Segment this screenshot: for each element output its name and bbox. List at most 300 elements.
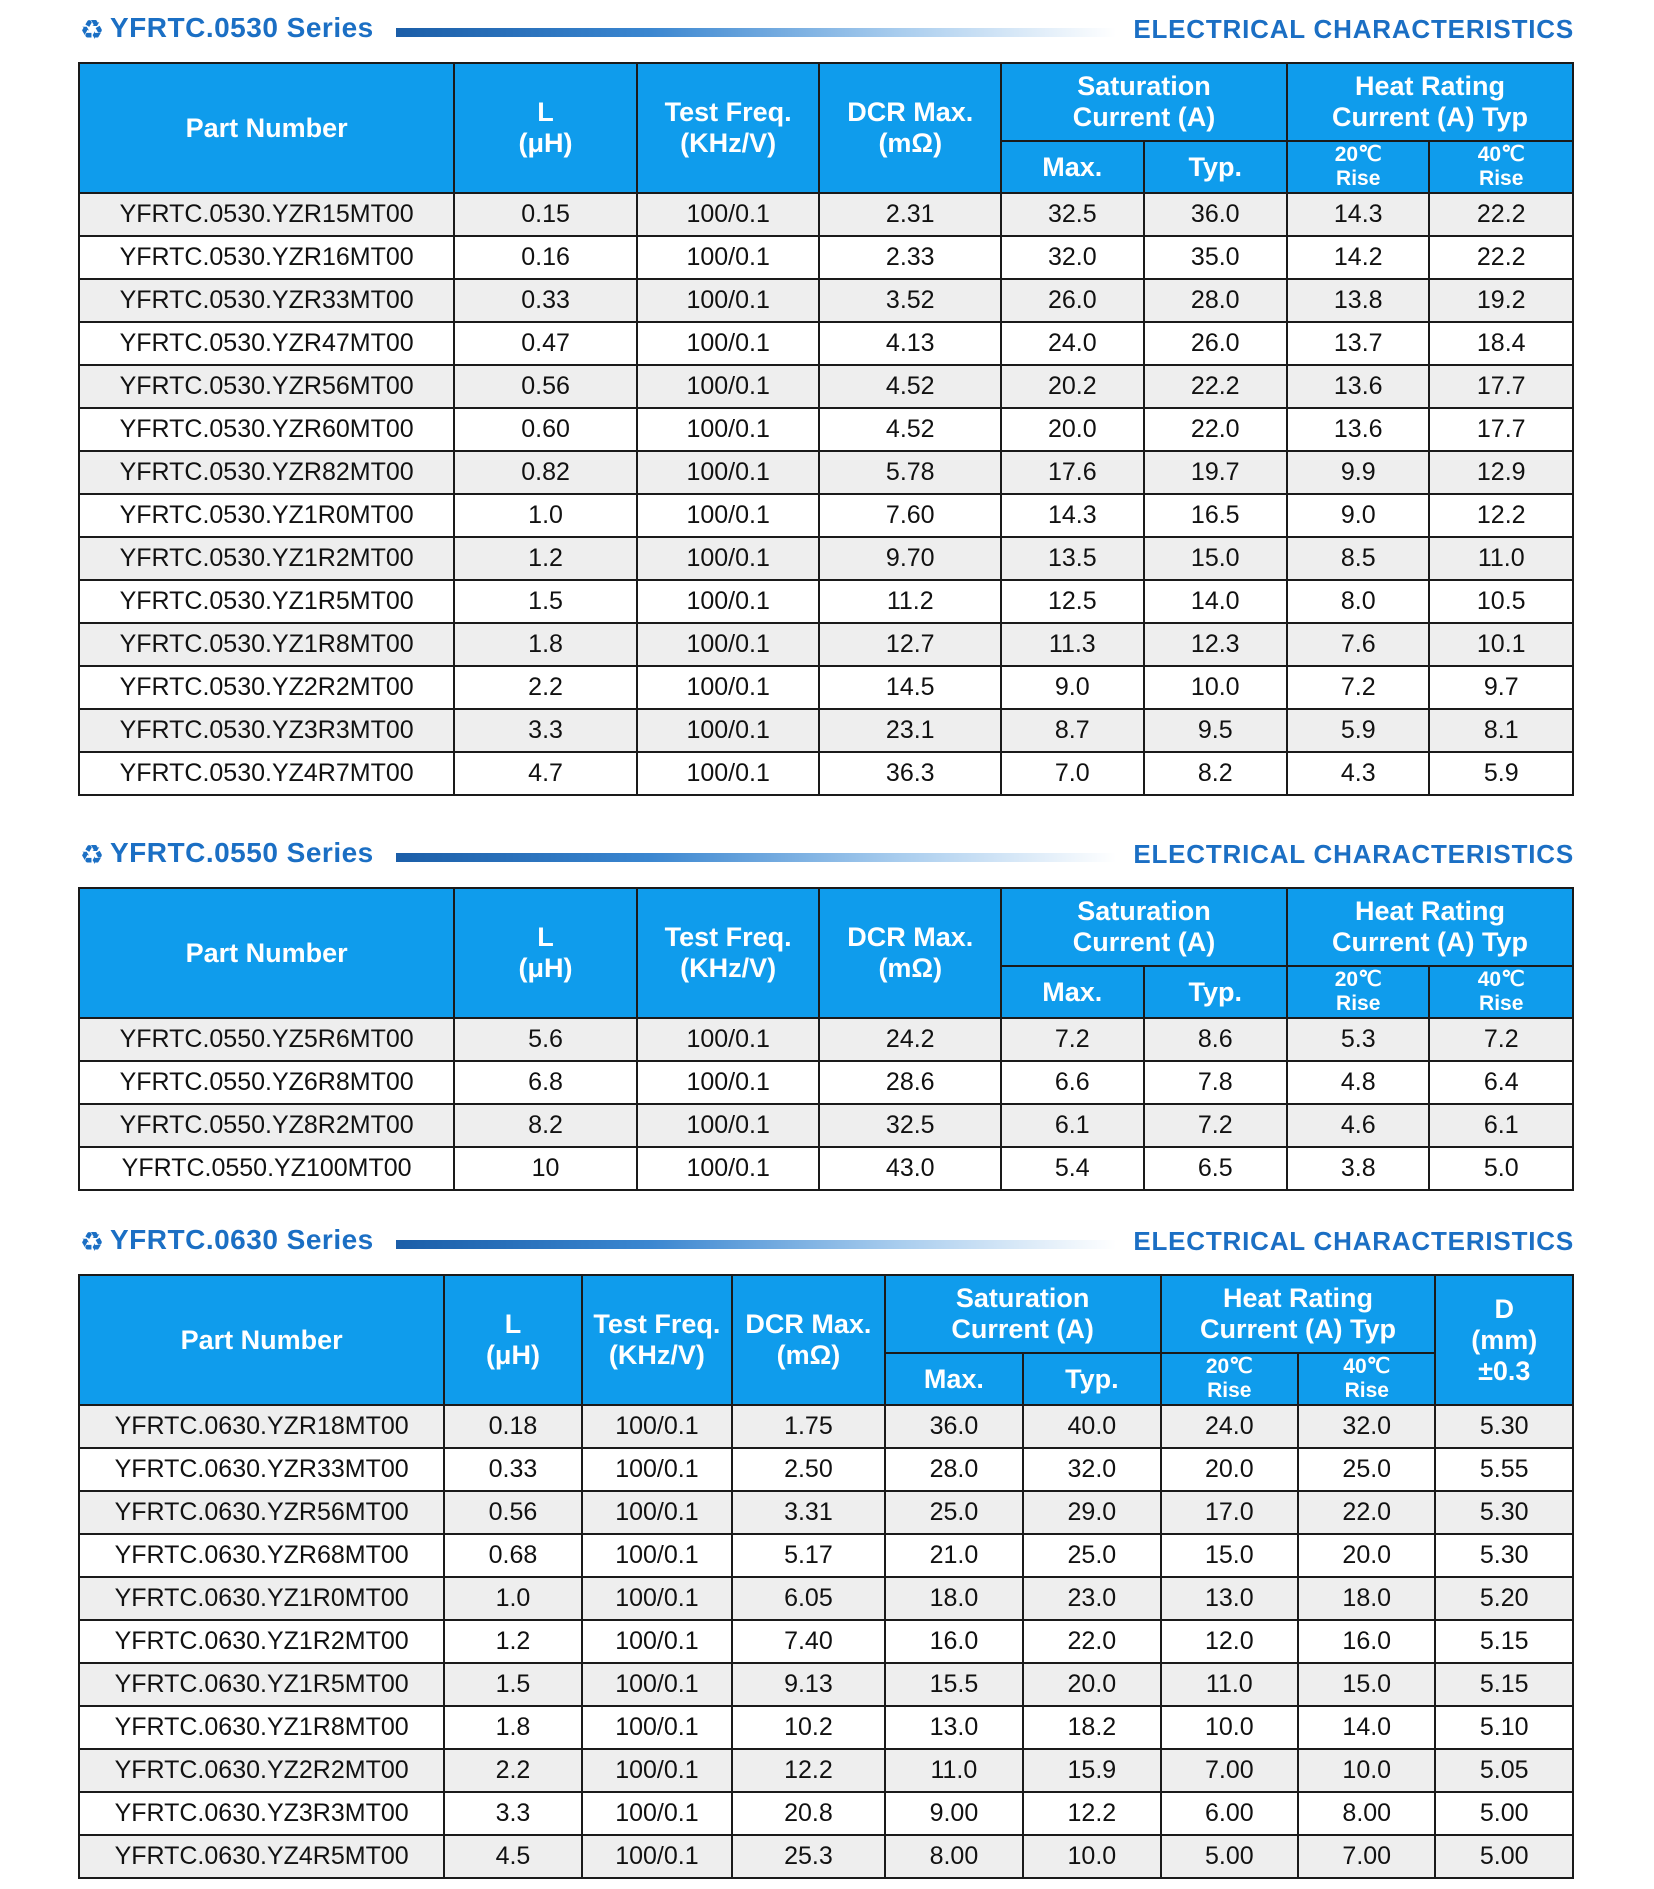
table-cell: 26.0 <box>1144 322 1287 365</box>
table-cell: 43.0 <box>819 1147 1001 1190</box>
table-row <box>79 1706 1573 1749</box>
col-header-saturation-current: Saturation Current (A) <box>885 1275 1161 1353</box>
col-header-sat-typ: Typ. <box>1144 141 1287 193</box>
table-cell: 100/0.1 <box>637 537 820 580</box>
table-cell: 16.5 <box>1144 494 1287 537</box>
table-cell: 4.3 <box>1287 752 1429 795</box>
part-number-cell: YFRTC.0550.YZ6R8MT00 <box>79 1061 454 1104</box>
table-cell: 4.52 <box>819 408 1001 451</box>
col-header-sat-max: Max. <box>1001 966 1143 1018</box>
table-cell: 7.2 <box>1144 1104 1287 1147</box>
part-number-cell: YFRTC.0530.YZR33MT00 <box>79 279 454 322</box>
table-cell: 0.56 <box>444 1491 581 1534</box>
table-row <box>79 1491 1573 1534</box>
table-cell: 12.0 <box>1161 1620 1298 1663</box>
section-header <box>0 835 1654 871</box>
section-header <box>0 1222 1654 1258</box>
part-number-cell: YFRTC.0530.YZ4R7MT00 <box>79 752 454 795</box>
table-cell: 25.3 <box>732 1835 885 1878</box>
table-cell: 26.0 <box>1001 279 1143 322</box>
part-number-cell: YFRTC.0530.YZ1R5MT00 <box>79 580 454 623</box>
table-row <box>79 709 1573 752</box>
part-number-cell: YFRTC.0530.YZR56MT00 <box>79 365 454 408</box>
table-row <box>79 1147 1573 1190</box>
table-cell: 12.3 <box>1144 623 1287 666</box>
col-header-heat-rating-current: Heat Rating Current (A) Typ <box>1287 888 1573 966</box>
table-cell: 15.5 <box>885 1663 1023 1706</box>
table-cell: 100/0.1 <box>582 1620 733 1663</box>
table-cell: 1.5 <box>444 1663 581 1706</box>
table-cell: 13.6 <box>1287 365 1429 408</box>
table-cell: 17.7 <box>1429 365 1573 408</box>
table-cell: 11.0 <box>1161 1663 1298 1706</box>
col-header-sat-typ: Typ. <box>1023 1353 1160 1405</box>
col-header-part-number: Part Number <box>79 63 454 193</box>
table-cell: 13.8 <box>1287 279 1429 322</box>
part-number-cell: YFRTC.0630.YZ1R0MT00 <box>79 1577 444 1620</box>
part-number-cell: YFRTC.0530.YZR15MT00 <box>79 193 454 236</box>
table-cell: 17.7 <box>1429 408 1573 451</box>
table-cell: 24.0 <box>1001 322 1143 365</box>
table-cell: 18.0 <box>1298 1577 1435 1620</box>
section-subtitle: ELECTRICAL CHARACTERISTICS <box>1133 839 1574 869</box>
table-cell: 32.0 <box>1001 236 1143 279</box>
table-cell: 100/0.1 <box>582 1534 733 1577</box>
table-cell: 8.6 <box>1144 1018 1287 1061</box>
part-number-cell: YFRTC.0630.YZR56MT00 <box>79 1491 444 1534</box>
table-cell: 10.0 <box>1298 1749 1435 1792</box>
table-row <box>79 1749 1573 1792</box>
table-cell: 20.8 <box>732 1792 885 1835</box>
table-cell: 15.0 <box>1144 537 1287 580</box>
table-cell: 9.70 <box>819 537 1001 580</box>
table-cell: 8.7 <box>1001 709 1143 752</box>
table-cell: 5.78 <box>819 451 1001 494</box>
table-cell: 100/0.1 <box>637 408 820 451</box>
table-cell: 22.2 <box>1429 193 1573 236</box>
table-cell: 20.0 <box>1161 1448 1298 1491</box>
part-number-cell: YFRTC.0630.YZ1R2MT00 <box>79 1620 444 1663</box>
col-header-part-number: Part Number <box>79 1275 444 1405</box>
table-cell: 6.00 <box>1161 1792 1298 1835</box>
table-cell: 29.0 <box>1023 1491 1160 1534</box>
table-cell: 9.9 <box>1287 451 1429 494</box>
table-cell: 13.7 <box>1287 322 1429 365</box>
gradient-divider <box>396 28 1116 37</box>
table-cell: 25.0 <box>1023 1534 1160 1577</box>
table-cell: 6.05 <box>732 1577 885 1620</box>
col-header-test-freq: Test Freq. (KHz/V) <box>637 888 820 1018</box>
part-number-cell: YFRTC.0530.YZ1R0MT00 <box>79 494 454 537</box>
table-cell: 1.75 <box>732 1405 885 1448</box>
part-number-cell: YFRTC.0530.YZ3R3MT00 <box>79 709 454 752</box>
table-cell: 5.17 <box>732 1534 885 1577</box>
table-cell: 5.30 <box>1435 1534 1573 1577</box>
table-cell: 36.3 <box>819 752 1001 795</box>
table-cell: 28.0 <box>885 1448 1023 1491</box>
table-cell: 5.00 <box>1161 1835 1298 1878</box>
col-header-sat-max: Max. <box>1001 141 1143 193</box>
table-cell: 3.3 <box>444 1792 581 1835</box>
table-row <box>79 1835 1573 1878</box>
col-header-sat-typ: Typ. <box>1144 966 1287 1018</box>
table-cell: 5.15 <box>1435 1620 1573 1663</box>
table-cell: 8.00 <box>1298 1792 1435 1835</box>
table-cell: 0.18 <box>444 1405 581 1448</box>
col-header-heat-rating-current: Heat Rating Current (A) Typ <box>1287 63 1573 141</box>
table-cell: 1.5 <box>454 580 637 623</box>
table-cell: 1.2 <box>444 1620 581 1663</box>
table-cell: 9.7 <box>1429 666 1573 709</box>
table-cell: 7.00 <box>1298 1835 1435 1878</box>
table-cell: 20.0 <box>1023 1663 1160 1706</box>
table-cell: 14.2 <box>1287 236 1429 279</box>
table-cell: 100/0.1 <box>582 1706 733 1749</box>
table-cell: 14.3 <box>1001 494 1143 537</box>
table-cell: 13.0 <box>885 1706 1023 1749</box>
table-cell: 15.9 <box>1023 1749 1160 1792</box>
table-row <box>79 580 1573 623</box>
col-header-20c-rise: 20℃ Rise <box>1287 141 1429 193</box>
table-cell: 18.0 <box>885 1577 1023 1620</box>
table-cell: 24.2 <box>819 1018 1001 1061</box>
table-cell: 15.0 <box>1298 1663 1435 1706</box>
table-cell: 5.30 <box>1435 1491 1573 1534</box>
table-row <box>79 279 1573 322</box>
table-cell: 13.6 <box>1287 408 1429 451</box>
table-cell: 7.2 <box>1287 666 1429 709</box>
table-row <box>79 408 1573 451</box>
table-row <box>79 666 1573 709</box>
table-cell: 5.55 <box>1435 1448 1573 1491</box>
table-cell: 10 <box>454 1147 637 1190</box>
table-row <box>79 1104 1573 1147</box>
table-cell: 4.13 <box>819 322 1001 365</box>
table-cell: 10.1 <box>1429 623 1573 666</box>
table-cell: 100/0.1 <box>582 1491 733 1534</box>
table-cell: 5.9 <box>1429 752 1573 795</box>
table-cell: 13.0 <box>1161 1577 1298 1620</box>
table-cell: 4.5 <box>444 1835 581 1878</box>
table-cell: 3.31 <box>732 1491 885 1534</box>
table-cell: 100/0.1 <box>637 279 820 322</box>
table-cell: 2.50 <box>732 1448 885 1491</box>
table-cell: 6.4 <box>1429 1061 1573 1104</box>
table-cell: 22.2 <box>1144 365 1287 408</box>
table-cell: 100/0.1 <box>637 451 820 494</box>
table-cell: 4.6 <box>1287 1104 1429 1147</box>
table-cell: 100/0.1 <box>582 1835 733 1878</box>
table-cell: 2.2 <box>444 1749 581 1792</box>
table-cell: 0.47 <box>454 322 637 365</box>
table-row <box>79 752 1573 795</box>
table-cell: 6.5 <box>1144 1147 1287 1190</box>
table-cell: 17.6 <box>1001 451 1143 494</box>
table-cell: 7.40 <box>732 1620 885 1663</box>
electrical-characteristics-table <box>78 1274 1574 1879</box>
table-row <box>79 1018 1573 1061</box>
table-cell: 19.2 <box>1429 279 1573 322</box>
table-cell: 100/0.1 <box>637 494 820 537</box>
table-row <box>79 623 1573 666</box>
table-cell: 100/0.1 <box>637 623 820 666</box>
table-row <box>79 494 1573 537</box>
table-cell: 28.0 <box>1144 279 1287 322</box>
table-cell: 21.0 <box>885 1534 1023 1577</box>
electrical-characteristics-table <box>78 887 1574 1191</box>
table-cell: 1.2 <box>454 537 637 580</box>
table-cell: 100/0.1 <box>637 1104 820 1147</box>
table-cell: 9.00 <box>885 1792 1023 1835</box>
table-cell: 0.16 <box>454 236 637 279</box>
table-cell: 12.5 <box>1001 580 1143 623</box>
table-cell: 11.0 <box>885 1749 1023 1792</box>
series-title: YFRTC.0630 Series <box>110 1224 374 1255</box>
table-cell: 35.0 <box>1144 236 1287 279</box>
table-cell: 6.6 <box>1001 1061 1143 1104</box>
table-cell: 5.0 <box>1429 1147 1573 1190</box>
table-cell: 2.31 <box>819 193 1001 236</box>
table-cell: 5.4 <box>1001 1147 1143 1190</box>
table-row <box>79 193 1573 236</box>
table-row <box>79 1577 1573 1620</box>
table-cell: 7.00 <box>1161 1749 1298 1792</box>
section-header <box>0 10 1654 46</box>
part-number-cell: YFRTC.0530.YZR16MT00 <box>79 236 454 279</box>
col-header-inductance: L (μH) <box>454 888 637 1018</box>
table-cell: 22.0 <box>1144 408 1287 451</box>
table-cell: 100/0.1 <box>637 580 820 623</box>
col-header-inductance: L (μH) <box>444 1275 581 1405</box>
table-cell: 23.1 <box>819 709 1001 752</box>
table-cell: 28.6 <box>819 1061 1001 1104</box>
table-row <box>79 1620 1573 1663</box>
col-header-inductance: L (μH) <box>454 63 637 193</box>
table-cell: 14.3 <box>1287 193 1429 236</box>
part-number-cell: YFRTC.0630.YZR68MT00 <box>79 1534 444 1577</box>
table-cell: 22.2 <box>1429 236 1573 279</box>
table-cell: 5.20 <box>1435 1577 1573 1620</box>
table-cell: 17.0 <box>1161 1491 1298 1534</box>
table-cell: 14.0 <box>1298 1706 1435 1749</box>
table-cell: 7.2 <box>1001 1018 1143 1061</box>
table-cell: 100/0.1 <box>637 752 820 795</box>
table-cell: 5.15 <box>1435 1663 1573 1706</box>
table-cell: 11.0 <box>1429 537 1573 580</box>
table-cell: 0.33 <box>454 279 637 322</box>
table-cell: 11.3 <box>1001 623 1143 666</box>
part-number-cell: YFRTC.0530.YZR60MT00 <box>79 408 454 451</box>
table-cell: 8.2 <box>1144 752 1287 795</box>
table-cell: 8.1 <box>1429 709 1573 752</box>
table-cell: 8.5 <box>1287 537 1429 580</box>
table-cell: 8.00 <box>885 1835 1023 1878</box>
table-cell: 100/0.1 <box>637 236 820 279</box>
table-cell: 10.0 <box>1161 1706 1298 1749</box>
table-cell: 20.2 <box>1001 365 1143 408</box>
table-cell: 2.2 <box>454 666 637 709</box>
table-cell: 0.15 <box>454 193 637 236</box>
table-row <box>79 1448 1573 1491</box>
table-row <box>79 365 1573 408</box>
table-row <box>79 1792 1573 1835</box>
table-cell: 25.0 <box>1298 1448 1435 1491</box>
table-cell: 32.5 <box>819 1104 1001 1147</box>
table-cell: 4.8 <box>1287 1061 1429 1104</box>
table-cell: 10.2 <box>732 1706 885 1749</box>
table-cell: 5.3 <box>1287 1018 1429 1061</box>
table-cell: 23.0 <box>1023 1577 1160 1620</box>
table-row <box>79 322 1573 365</box>
table-cell: 100/0.1 <box>637 1147 820 1190</box>
table-cell: 7.60 <box>819 494 1001 537</box>
part-number-cell: YFRTC.0630.YZR33MT00 <box>79 1448 444 1491</box>
table-cell: 18.2 <box>1023 1706 1160 1749</box>
table-row <box>79 1534 1573 1577</box>
table-cell: 100/0.1 <box>637 666 820 709</box>
table-cell: 5.10 <box>1435 1706 1573 1749</box>
table-cell: 100/0.1 <box>637 709 820 752</box>
part-number-cell: YFRTC.0630.YZ3R3MT00 <box>79 1792 444 1835</box>
table-cell: 5.6 <box>454 1018 637 1061</box>
table-cell: 32.0 <box>1298 1405 1435 1448</box>
table-cell: 11.2 <box>819 580 1001 623</box>
table-cell: 0.60 <box>454 408 637 451</box>
col-header-dcr-max: DCR Max. (mΩ) <box>819 63 1001 193</box>
recycle-icon: ♻ <box>79 840 105 870</box>
table-cell: 3.3 <box>454 709 637 752</box>
table-cell: 5.00 <box>1435 1792 1573 1835</box>
series-title: YFRTC.0530 Series <box>110 12 374 43</box>
col-header-dcr-max: DCR Max. (mΩ) <box>819 888 1001 1018</box>
table-cell: 12.2 <box>732 1749 885 1792</box>
gradient-divider <box>396 853 1116 862</box>
col-header-20c-rise: 20℃ Rise <box>1287 966 1429 1018</box>
part-number-cell: YFRTC.0530.YZR82MT00 <box>79 451 454 494</box>
col-header-part-number: Part Number <box>79 888 454 1018</box>
table-cell: 8.0 <box>1287 580 1429 623</box>
table-cell: 1.0 <box>454 494 637 537</box>
table-cell: 16.0 <box>885 1620 1023 1663</box>
table-cell: 36.0 <box>885 1405 1023 1448</box>
table-cell: 18.4 <box>1429 322 1573 365</box>
col-header-dcr-max: DCR Max. (mΩ) <box>732 1275 885 1405</box>
part-number-cell: YFRTC.0550.YZ5R6MT00 <box>79 1018 454 1061</box>
col-header-test-freq: Test Freq. (KHz/V) <box>637 63 820 193</box>
table-cell: 3.52 <box>819 279 1001 322</box>
table-cell: 5.30 <box>1435 1405 1573 1448</box>
part-number-cell: YFRTC.0530.YZ1R2MT00 <box>79 537 454 580</box>
table-cell: 9.0 <box>1001 666 1143 709</box>
table-row <box>79 1663 1573 1706</box>
table-cell: 32.0 <box>1023 1448 1160 1491</box>
section-subtitle: ELECTRICAL CHARACTERISTICS <box>1133 14 1574 44</box>
col-header-saturation-current: Saturation Current (A) <box>1001 888 1287 966</box>
table-cell: 12.2 <box>1023 1792 1160 1835</box>
table-cell: 7.2 <box>1429 1018 1573 1061</box>
table-cell: 10.0 <box>1144 666 1287 709</box>
table-cell: 8.2 <box>454 1104 637 1147</box>
table-cell: 6.1 <box>1429 1104 1573 1147</box>
table-cell: 100/0.1 <box>637 1061 820 1104</box>
table-cell: 2.33 <box>819 236 1001 279</box>
table-cell: 100/0.1 <box>582 1405 733 1448</box>
table-cell: 4.7 <box>454 752 637 795</box>
table-cell: 1.8 <box>454 623 637 666</box>
col-header-40c-rise: 40℃ Rise <box>1429 966 1573 1018</box>
part-number-cell: YFRTC.0550.YZ100MT00 <box>79 1147 454 1190</box>
col-header-heat-rating-current: Heat Rating Current (A) Typ <box>1161 1275 1436 1353</box>
section-subtitle: ELECTRICAL CHARACTERISTICS <box>1133 1226 1574 1256</box>
table-cell: 20.0 <box>1298 1534 1435 1577</box>
table-cell: 100/0.1 <box>637 193 820 236</box>
table-cell: 14.0 <box>1144 580 1287 623</box>
table-cell: 7.6 <box>1287 623 1429 666</box>
table-row <box>79 1061 1573 1104</box>
table-cell: 0.68 <box>444 1534 581 1577</box>
table-cell: 100/0.1 <box>637 1018 820 1061</box>
recycle-icon: ♻ <box>79 15 105 45</box>
table-cell: 5.9 <box>1287 709 1429 752</box>
table-cell: 24.0 <box>1161 1405 1298 1448</box>
table-cell: 6.8 <box>454 1061 637 1104</box>
col-header-40c-rise: 40℃ Rise <box>1429 141 1573 193</box>
table-cell: 25.0 <box>885 1491 1023 1534</box>
table-cell: 100/0.1 <box>582 1749 733 1792</box>
table-cell: 32.5 <box>1001 193 1143 236</box>
col-header-diameter: D (mm) ±0.3 <box>1435 1275 1573 1405</box>
table-cell: 100/0.1 <box>582 1663 733 1706</box>
table-cell: 3.8 <box>1287 1147 1429 1190</box>
table-cell: 10.5 <box>1429 580 1573 623</box>
table-cell: 15.0 <box>1161 1534 1298 1577</box>
table-cell: 100/0.1 <box>637 322 820 365</box>
table-cell: 0.82 <box>454 451 637 494</box>
part-number-cell: YFRTC.0550.YZ8R2MT00 <box>79 1104 454 1147</box>
table-cell: 40.0 <box>1023 1405 1160 1448</box>
part-number-cell: YFRTC.0630.YZR18MT00 <box>79 1405 444 1448</box>
electrical-characteristics-table <box>78 62 1574 796</box>
part-number-cell: YFRTC.0630.YZ1R8MT00 <box>79 1706 444 1749</box>
table-cell: 12.7 <box>819 623 1001 666</box>
col-header-sat-max: Max. <box>885 1353 1023 1405</box>
part-number-cell: YFRTC.0530.YZ1R8MT00 <box>79 623 454 666</box>
table-cell: 0.33 <box>444 1448 581 1491</box>
table-cell: 9.5 <box>1144 709 1287 752</box>
table-cell: 20.0 <box>1001 408 1143 451</box>
gradient-divider <box>396 1240 1116 1249</box>
table-row <box>79 451 1573 494</box>
table-cell: 16.0 <box>1298 1620 1435 1663</box>
table-cell: 10.0 <box>1023 1835 1160 1878</box>
part-number-cell: YFRTC.0530.YZ2R2MT00 <box>79 666 454 709</box>
table-row <box>79 236 1573 279</box>
table-cell: 36.0 <box>1144 193 1287 236</box>
table-cell: 4.52 <box>819 365 1001 408</box>
table-cell: 100/0.1 <box>637 365 820 408</box>
part-number-cell: YFRTC.0630.YZ1R5MT00 <box>79 1663 444 1706</box>
table-cell: 7.8 <box>1144 1061 1287 1104</box>
table-cell: 7.0 <box>1001 752 1143 795</box>
part-number-cell: YFRTC.0630.YZ2R2MT00 <box>79 1749 444 1792</box>
table-cell: 12.2 <box>1429 494 1573 537</box>
table-cell: 5.00 <box>1435 1835 1573 1878</box>
table-cell: 100/0.1 <box>582 1577 733 1620</box>
col-header-test-freq: Test Freq. (KHz/V) <box>582 1275 733 1405</box>
recycle-icon: ♻ <box>79 1227 105 1257</box>
col-header-40c-rise: 40℃ Rise <box>1298 1353 1435 1405</box>
table-cell: 1.8 <box>444 1706 581 1749</box>
